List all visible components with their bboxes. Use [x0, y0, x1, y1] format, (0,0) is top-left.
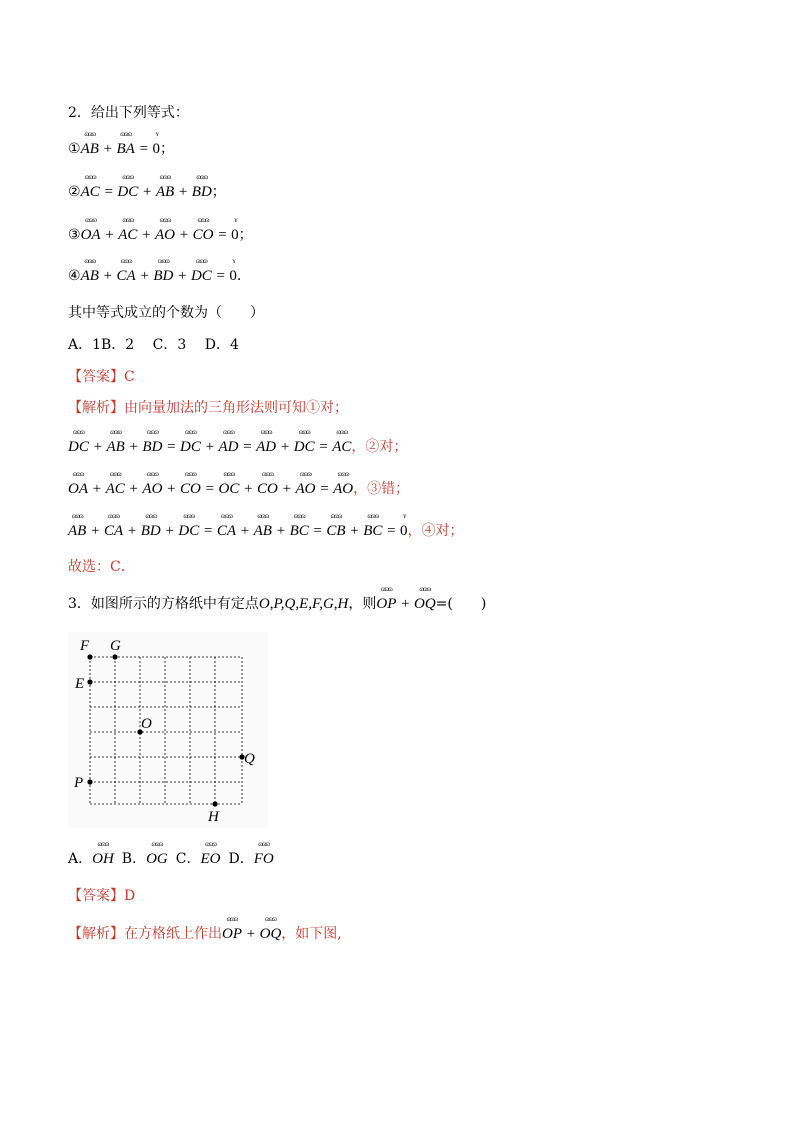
grid-figure — [68, 632, 268, 828]
label-h: H — [208, 809, 219, 825]
line2-tail: ，②对； — [351, 439, 408, 455]
point-p — [87, 779, 92, 784]
q3-answer — [68, 887, 135, 905]
opt-a-label: A． — [68, 851, 93, 867]
equation-1: ①ɷɷɷ AB + ɷɷɷ BA = ʏ 0； — [68, 140, 174, 158]
q2-analysis — [68, 399, 348, 417]
equation-2: ②ɷɷɷ AC = ɷɷɷ DC + ɷɷɷ AB + ɷɷɷ BD； — [68, 183, 226, 201]
eq4-number: ④ — [68, 268, 81, 284]
line4-tail: ，④对； — [407, 523, 464, 539]
point-h — [212, 801, 217, 806]
answer-value: C — [124, 369, 135, 385]
label-f: F — [80, 638, 90, 654]
q2-options: A．1B．2 C．3 D．4 — [68, 337, 239, 353]
q3-answer-value: D — [124, 888, 136, 904]
q2-question: 其中等式成立的个数为（ ） — [68, 305, 264, 321]
q3-title-pre: 3．如图所示的方格纸中有定点 — [68, 596, 259, 612]
point-e — [87, 679, 92, 684]
q3-title-mid: ，则 — [348, 596, 377, 612]
equation-3: ③ɷɷɷ OA + ɷɷɷ AC + ɷɷɷ AO + ɷɷɷ CO = ʏ 0； — [68, 226, 253, 244]
q2-title: 2．给出下列等式： — [68, 105, 189, 121]
opt-b-label: B． — [121, 851, 147, 867]
grid-svg — [68, 632, 268, 828]
analysis-line-4: ɷɷɷ AB + ɷɷɷ CA + ɷɷɷ BD + ɷɷɷ DC = ɷɷɷ CA + ɷɷɷ AB + ɷɷɷ BC = ɷɷɷ CB + ɷɷɷ BC = ʏ 0，④对； — [68, 522, 463, 540]
opt-c-label: C． — [175, 851, 201, 867]
q3-analysis-label: 【解析】 — [68, 926, 124, 942]
analysis-text: 由向量加法的三角形法则可知①对； — [124, 400, 348, 416]
q2-conclusion: 故选：C． — [68, 559, 135, 575]
q3-analysis: 【解析】在方格纸上作出ɷɷɷ OP + ɷɷɷ OQ，如下图, — [68, 925, 342, 943]
q3-answer-label: 【答案】 — [68, 888, 124, 904]
eq3-number: ③ — [68, 227, 81, 243]
label-p: P — [74, 775, 84, 791]
q3-analysis-tail: ，如下图, — [281, 926, 342, 942]
analysis-line-3: ɷɷɷ OA + ɷɷɷ AC + ɷɷɷ AO + ɷɷɷ CO = ɷɷɷ OC + ɷɷɷ CO + ɷɷɷ AO = ɷɷɷ AO，③错； — [68, 480, 409, 498]
label-g: G — [110, 638, 121, 654]
equation-4: ④ɷɷɷ AB + ɷɷɷ CA + ɷɷɷ BD + ɷɷɷ DC = ʏ 0. — [68, 267, 241, 285]
label-o: O — [141, 716, 152, 732]
eq1-number: ① — [68, 141, 81, 157]
point-f — [87, 654, 92, 659]
q3-title: 3．如图所示的方格纸中有定点O,P,Q,E,F,G,H，则ɷɷɷ OP + ɷɷɷ OQ=( ) — [68, 595, 486, 613]
eq2-number: ② — [68, 184, 81, 200]
q3-options: A．ɷɷɷ OH B．ɷɷɷ OG C．ɷɷɷ EO D．ɷɷɷ FO — [68, 850, 274, 868]
point-g — [112, 654, 117, 659]
q2-answer — [68, 368, 135, 386]
answer-label: 【答案】 — [68, 369, 124, 385]
q3-points: O,P,Q,E,F,G,H — [258, 596, 349, 612]
label-e: E — [75, 676, 85, 692]
analysis-label: 【解析】 — [68, 400, 124, 416]
analysis-line-2: ɷɷɷ DC + ɷɷɷ AB + ɷɷɷ BD = ɷɷɷ DC + ɷɷɷ AD = ɷɷɷ AD + ɷɷɷ DC = ɷɷɷ AC，②对； — [68, 438, 407, 456]
line3-tail: ，③错； — [353, 481, 410, 497]
q3-title-post: =( ) — [435, 596, 487, 612]
label-q: Q — [244, 751, 255, 767]
q3-analysis-text: 在方格纸上作出 — [124, 926, 222, 942]
opt-d-label: D． — [228, 851, 254, 867]
